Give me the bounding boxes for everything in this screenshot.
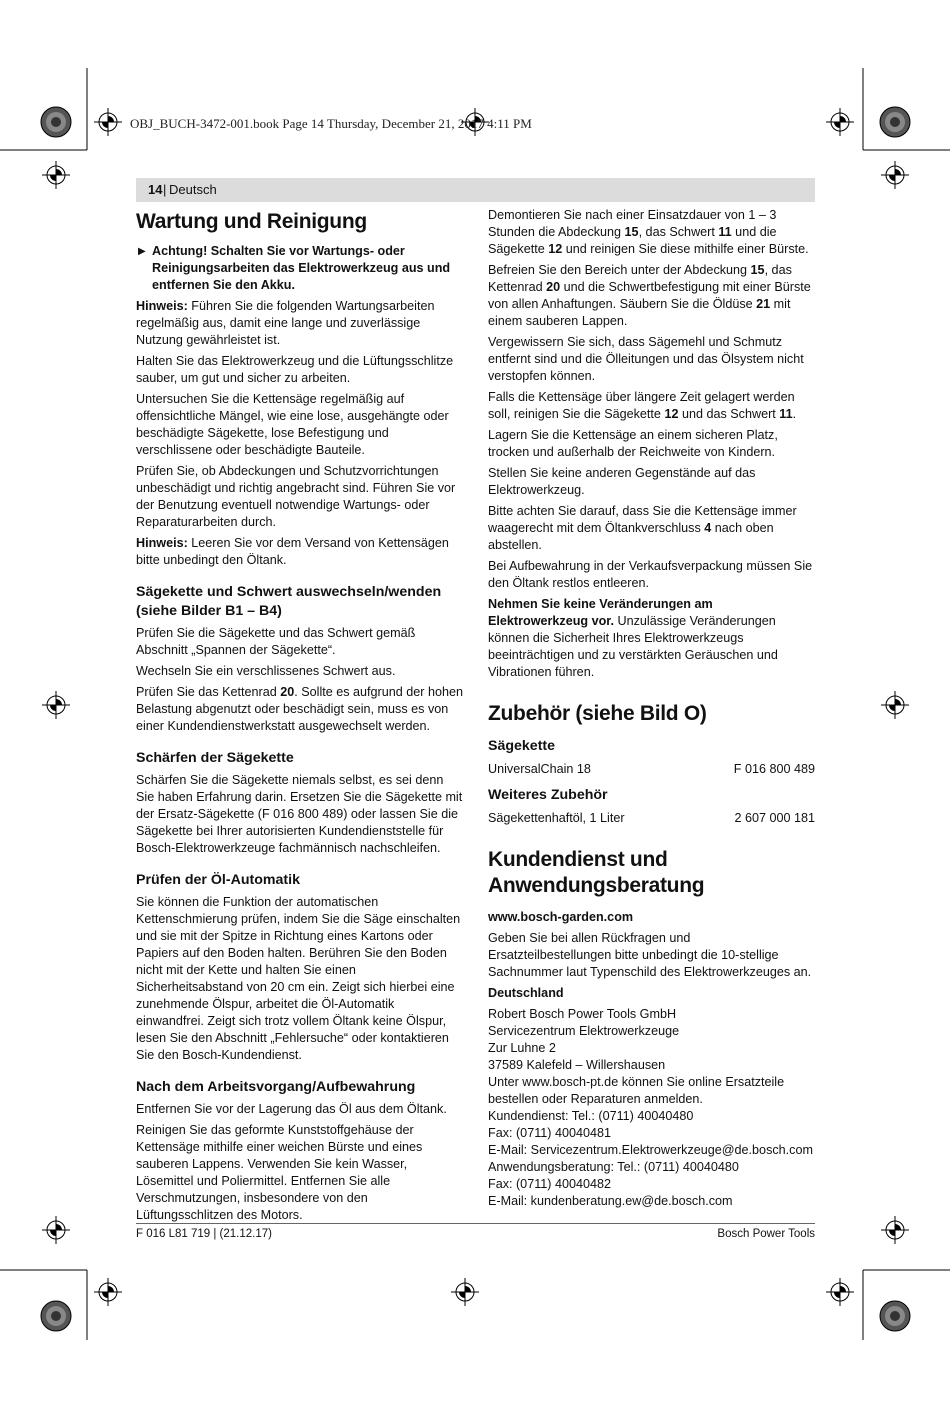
accessory-row xyxy=(488,761,815,778)
heading-wartung: Wartung und Reinigung xyxy=(136,210,367,233)
registration-cross-icon xyxy=(881,691,909,719)
arrow-right-icon: ▶ xyxy=(138,246,146,257)
right-column xyxy=(488,207,815,1210)
page-separator: | xyxy=(163,182,167,197)
paragraph: Entfernen Sie vor der Lagerung das Öl aus dem Öltank. xyxy=(136,1102,447,1116)
registration-cross-icon xyxy=(42,161,70,189)
registration-cross-icon xyxy=(826,1278,854,1306)
heading-saegekette-wechseln: Sägekette und Schwert auswechseln/wenden (siehe Bilder B1 – B4) xyxy=(136,584,442,619)
text-span: Prüfen Sie das Kettenrad xyxy=(136,685,281,699)
paragraph: Bitte achten Sie darauf, dass Sie die Kettensäge immer waagerecht mit dem Öltankverschluss 4 nach oben abstellen. xyxy=(488,504,797,552)
registration-cross-icon xyxy=(881,1216,909,1244)
paragraph: Prüfen Sie, ob Abdeckungen und Schutzvorrichtungen unbeschädigt und richtig angebracht sind. Führen Sie vor der Benutzung eventuell notwendige Wartungs- oder Reparaturarbeiten durch. xyxy=(136,464,456,529)
paragraph: Prüfen Sie die Sägekette und das Schwert gemäß Abschnitt „Spannen der Sägekette“. xyxy=(136,626,416,657)
registration-cross-icon xyxy=(94,108,122,136)
paragraph: Stellen Sie keine anderen Gegenstände auf das Elektrowerkzeug. xyxy=(488,466,756,497)
left-column xyxy=(136,207,463,1228)
address-line: E-Mail: Servicezentrum.Elektrowerkzeuge@de.bosch.com xyxy=(488,1143,813,1157)
footer-doc-number: F 016 L81 719 | (21.12.17) xyxy=(136,1228,272,1240)
hint-label: Hinweis: xyxy=(136,299,188,313)
address-line: Robert Bosch Power Tools GmbH xyxy=(488,1007,677,1021)
registration-star-icon xyxy=(880,107,910,137)
footer-rule xyxy=(136,1223,815,1224)
heading-kundendienst: Kundendienst und Anwendungsberatung xyxy=(488,848,705,897)
registration-cross-icon xyxy=(42,691,70,719)
address-line: Servicezentrum Elektrowerkzeuge xyxy=(488,1024,680,1038)
heading-oel-automatik: Prüfen der Öl-Automatik xyxy=(136,872,300,888)
paragraph: Sie können die Funktion der automatischen Kettenschmierung prüfen, indem Sie die Säge einschalten und sie mit der Spitze in Richtung eines Kartons oder Papiers auf den Boden halten. Berühren Sie den Boden nicht mit der Kette und halten Sie einen Sicherheitsabstand von 20 cm ein. Zeigt sich hierbei eine zunehmende Ölspur, arbeitet die Öl-Automatik einwandfrei. Zeigt sich trotz vollem Öltank keine Ölspur, lesen Sie den Abschnitt „Fehlersuche“ oder kontaktieren Sie den Bosch-Kundendienst. xyxy=(136,895,461,1062)
warning-text: Achtung! Schalten Sie vor Wartungs- oder Reinigungsarbeiten das Elektrowerkzeug aus und entfernen Sie den Akku. xyxy=(152,244,451,292)
registration-cross-icon xyxy=(826,108,854,136)
hint-text: Leeren Sie vor dem Versand von Kettensägen bitte unbedingt den Öltank. xyxy=(136,536,449,567)
accessory-number: 2 607 000 181 xyxy=(734,811,815,825)
accessory-number: F 016 800 489 xyxy=(733,762,815,776)
registration-cross-icon xyxy=(42,1216,70,1244)
heading-aufbewahrung: Nach dem Arbeitsvorgang/Aufbewahrung xyxy=(136,1079,416,1095)
paragraph: Falls die Kettensäge über längere Zeit gelagert werden soll, reinigen Sie die Sägekette 12 und das Schwert 11. xyxy=(488,390,797,421)
paragraph: Geben Sie bei allen Rückfragen und Ersatzteilbestellungen bitte unbedingt die 10-stellige Sachnummer laut Typenschild des Elektrowerkzeuges an. xyxy=(488,931,812,979)
registration-star-icon xyxy=(41,1301,71,1331)
hint-paragraph xyxy=(136,535,463,569)
country-label: Deutschland xyxy=(488,986,564,1000)
print-header: OBJ_BUCH-3472-001.book Page 14 Thursday, December 21, 2017 4:11 PM xyxy=(130,116,532,131)
heading-zubehoer: Zubehör (siehe Bild O) xyxy=(488,702,707,725)
paragraph: Untersuchen Sie die Kettensäge regelmäßig auf offensichtliche Mängel, wie eine lose, ausgehängte oder beschädigte Sägekette, lose Befestigung und verschlissene oder beschädigte Bauteile. xyxy=(136,392,449,457)
paragraph: Befreien Sie den Bereich unter der Abdeckung 15, das Kettenrad 20 und die Schwertbefestigung mit einer Bürste von allen Anhaftungen. Säubern Sie die Öldüse 21 mit einem sauberen Lappen. xyxy=(488,263,811,328)
address-line: E-Mail: kundenberatung.ew@de.bosch.com xyxy=(488,1194,733,1208)
address-line: Kundendienst: Tel.: (0711) 40040480 xyxy=(488,1109,694,1123)
paragraph: Lagern Sie die Kettensäge an einem sicheren Platz, trocken und außerhalb der Reichweite von Kindern. xyxy=(488,428,778,459)
paragraph: Wechseln Sie ein verschlissenes Schwert aus. xyxy=(136,664,396,678)
address-line: Unter www.bosch-pt.de können Sie online Ersatzteile bestellen oder Reparaturen anmelden. xyxy=(488,1075,785,1106)
page-header-bar xyxy=(136,178,815,202)
address-line: Zur Luhne 2 xyxy=(488,1041,556,1055)
paragraph: Reinigen Sie das geformte Kunststoffgehäuse der Kettensäge mithilfe einer weichen Bürste und eines sauberen Lappens. Verwenden Sie kein Wasser, Lösemittel und Poliermittel. Entfernen Sie alle Verschmutzungen, insbesondere von den Lüftungsschlitzen des Motors. xyxy=(136,1123,423,1222)
paragraph: Bei Aufbewahrung in der Verkaufsverpackung müssen Sie den Öltank restlos entleeren. xyxy=(488,559,813,590)
paragraph: Demontieren Sie nach einer Einsatzdauer von 1 – 3 Stunden die Abdeckung 15, das Schwert 11 und die Sägekette 12 und reinigen Sie diese mithilfe einer Bürste. xyxy=(488,208,809,256)
part-number: 20 xyxy=(280,685,295,699)
page-language: Deutsch xyxy=(169,182,217,197)
paragraph xyxy=(136,684,463,735)
registration-cross-icon xyxy=(451,1278,479,1306)
registration-star-icon xyxy=(41,107,71,137)
accessory-name: Sägekettenhaftöl, 1 Liter xyxy=(488,811,625,825)
address-line: Anwendungsberatung: Tel.: (0711) 40040480 xyxy=(488,1160,739,1174)
registration-cross-icon xyxy=(881,161,909,189)
hint-text: Führen Sie die folgenden Wartungsarbeiten regelmäßig aus, damit eine lange und zuverlässige Nutzung gewährleistet ist. xyxy=(136,299,435,347)
heading-schaerfen: Schärfen der Sägekette xyxy=(136,750,294,766)
footer-brand: Bosch Power Tools xyxy=(717,1228,815,1240)
text-span: . Sollte es aufgrund der hohen Belastung abgenutzt oder beschädigt sein, muss es von einer Kundendienstwerkstatt ausgewechselt werden. xyxy=(136,685,463,733)
paragraph: Vergewissern Sie sich, dass Sägemehl und Schmutz entfernt sind und die Ölleitungen und das Ölsystem nicht verstopfen können. xyxy=(488,335,804,383)
address-block xyxy=(488,1006,815,1210)
accessory-name: UniversalChain 18 xyxy=(488,762,591,776)
accessory-row xyxy=(488,810,815,827)
heading-saegekette: Sägekette xyxy=(488,738,556,754)
registration-cross-icon xyxy=(94,1278,122,1306)
page-number: 14 xyxy=(148,182,163,197)
heading-weiteres-zubehoer: Weiteres Zubehör xyxy=(488,787,608,803)
warning-note xyxy=(136,243,463,294)
address-line: Fax: (0711) 40040482 xyxy=(488,1177,611,1191)
address-line: Fax: (0711) 40040481 xyxy=(488,1126,611,1140)
paragraph: Schärfen Sie die Sägekette niemals selbst, es sei denn Sie haben Erfahrung darin. Ersetzen Sie die Sägekette mit der Ersatz-Sägekette (F 016 800 489) oder lassen Sie die Sägekette bei Ihrer autorisierten Kundendienststelle für Bosch-Elektrowerkzeuge fachmännisch nachschleifen. xyxy=(136,773,463,855)
hint-label: Hinweis: xyxy=(136,536,188,550)
website-link[interactable]: www.bosch-garden.com xyxy=(488,910,634,924)
registration-star-icon xyxy=(880,1301,910,1331)
address-line: 37589 Kalefeld – Willershausen xyxy=(488,1058,666,1072)
paragraph: Halten Sie das Elektrowerkzeug und die Lüftungsschlitze sauber, um gut und sicher zu arbeiten. xyxy=(136,354,454,385)
paragraph: Nehmen Sie keine Veränderungen am Elektrowerkzeug vor. Unzulässige Veränderungen können die Sicherheit Ihres Elektrowerkzeugs beeinträchtigen und zu verstärkten Geräuschen und Vibrationen führen. xyxy=(488,597,778,679)
hint-paragraph xyxy=(136,298,463,349)
